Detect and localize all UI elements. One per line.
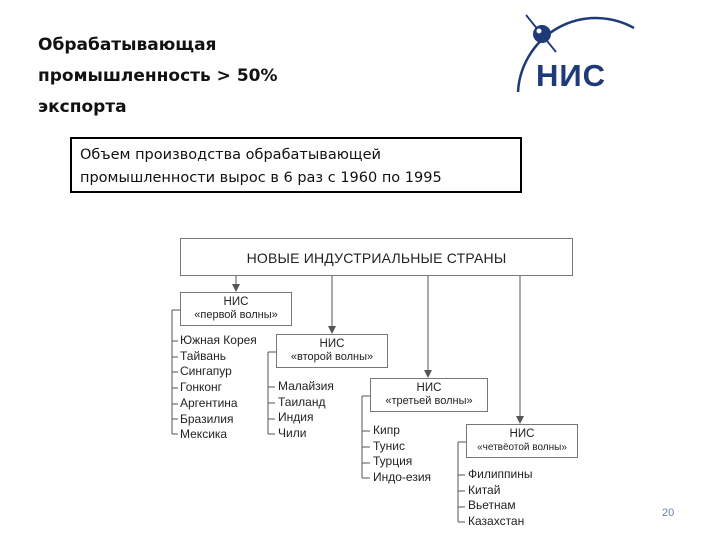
title-line-3: экспорта — [38, 97, 127, 117]
list-item: Индо-езия — [373, 470, 432, 485]
list-item: Китай — [468, 482, 501, 497]
fact-line-1: Объем производства обрабатывающей — [80, 147, 381, 163]
list-item: Филиппины — [468, 467, 533, 481]
list-item: Чили — [278, 426, 307, 441]
wave-3-country-list — [373, 423, 431, 486]
wave-4-country-list — [468, 467, 532, 530]
wave-4-subtitle: «четвёотой волны» — [477, 442, 567, 453]
list-item: Бразилия — [180, 411, 234, 426]
list-item: Кипр — [373, 423, 400, 437]
title-line-1: Обрабатывающая — [38, 35, 217, 55]
wave-3-title: НИС — [416, 382, 442, 394]
list-item: Южная Корея — [180, 333, 257, 347]
list-item: Турция — [373, 454, 413, 469]
wave-2-country-list — [278, 379, 334, 442]
list-item: Мексика — [180, 427, 228, 442]
list-item: Малайзия — [278, 379, 334, 393]
list-item: Таиланд — [278, 394, 326, 409]
wave-1-subtitle: «первой волны» — [194, 309, 278, 321]
wave-2-title: НИС — [319, 338, 345, 350]
list-item: Тайвань — [180, 348, 226, 363]
wave-1-box — [180, 292, 292, 326]
wave-2-box — [276, 334, 388, 368]
wave-3-box — [370, 378, 488, 412]
list-item: Сингапур — [180, 364, 232, 379]
list-item: Аргентина — [180, 395, 238, 410]
list-item: Вьетнам — [468, 498, 516, 513]
wave-1-title: НИС — [223, 296, 249, 308]
wave-3-subtitle: «третьей волны» — [385, 395, 473, 407]
wave-1-country-list — [180, 333, 257, 443]
list-item: Тунис — [373, 438, 405, 453]
list-item: Казахстан — [468, 514, 525, 529]
page-number: 20 — [662, 507, 675, 519]
wave-4-box — [466, 424, 578, 458]
wave-4-title: НИС — [509, 428, 535, 440]
fact-line-2: промышленности вырос в 6 раз с 1960 по 1995 — [80, 170, 442, 186]
list-item: Гонконг — [180, 380, 223, 395]
title-line-2: промышленность > 50% — [38, 66, 278, 86]
logo-text: НИС — [536, 58, 607, 93]
root-box: НОВЫЕ ИНДУСТРИАЛЬНЫЕ СТРАНЫ — [180, 238, 573, 276]
list-item: Индия — [278, 410, 314, 425]
wave-2-subtitle: «второй волны» — [290, 351, 374, 363]
